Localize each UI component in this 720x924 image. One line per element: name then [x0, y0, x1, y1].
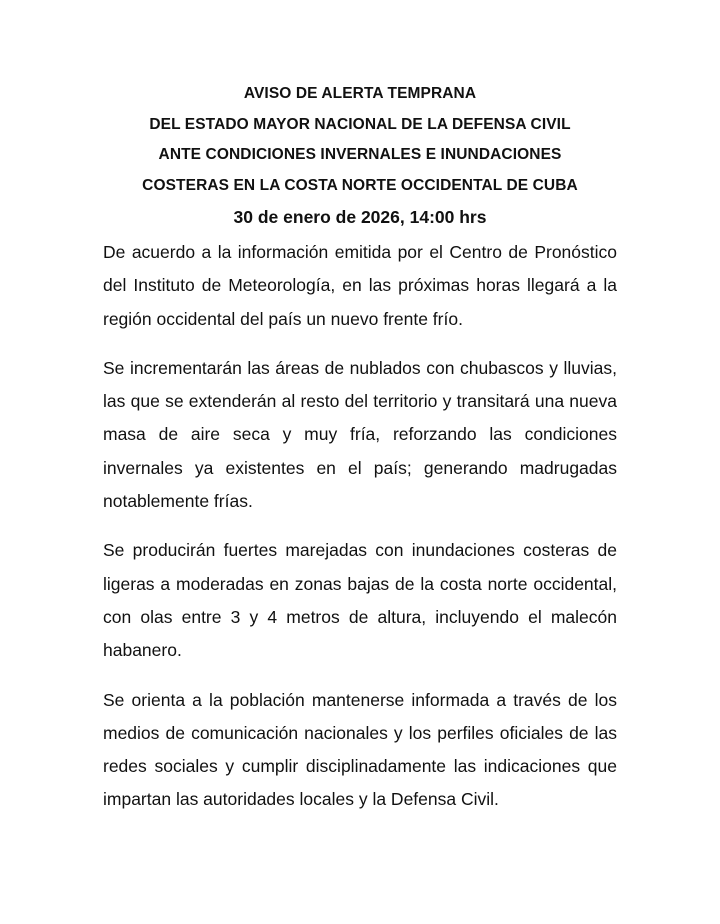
document-body — [103, 236, 617, 833]
header-title-line-2: DEL ESTADO MAYOR NACIONAL DE LA DEFENSA CIVIL — [149, 115, 571, 133]
document-header — [0, 79, 720, 233]
header-title-line-3: ANTE CONDICIONES INVERNALES E INUNDACIONES — [158, 146, 562, 163]
paragraph-conditions: Se incrementarán las áreas de nublados con chubascos y lluvias, las que se extenderán al resto del territorio y transitará una nueva masa de aire seca y muy fría, reforzando las condiciones invernales ya existentes en el país; generando madrugadas notablemente frías. — [103, 357, 617, 512]
paragraph-coastal-flooding: Se producirán fuertes marejadas con inundaciones costeras de ligeras a moderadas en zonas bajas de la costa norte occidental, con olas entre 3 y 4 metros de altura, incluyendo el malecón habanero. — [103, 540, 617, 661]
header-title-line-4: COSTERAS EN LA COSTA NORTE OCCIDENTAL DE CUBA — [142, 176, 578, 194]
paragraph-forecast: De acuerdo a la información emitida por el Centro de Pronóstico del Instituto de Meteorología, en las próximas horas llegará a la región occidental del país un nuevo frente frío. — [103, 242, 617, 329]
header-date: 30 de enero de 2026, 14:00 hrs — [233, 207, 487, 227]
header-title-line-1: AVISO DE ALERTA TEMPRANA — [243, 85, 477, 102]
paragraph-guidance: Se orienta a la población mantenerse informada a través de los medios de comunicación nacionales y los perfiles oficiales de las redes sociales y cumplir disciplinadamente las indicaciones que impartan las autoridades locales y la Defensa Civil. — [103, 689, 617, 810]
